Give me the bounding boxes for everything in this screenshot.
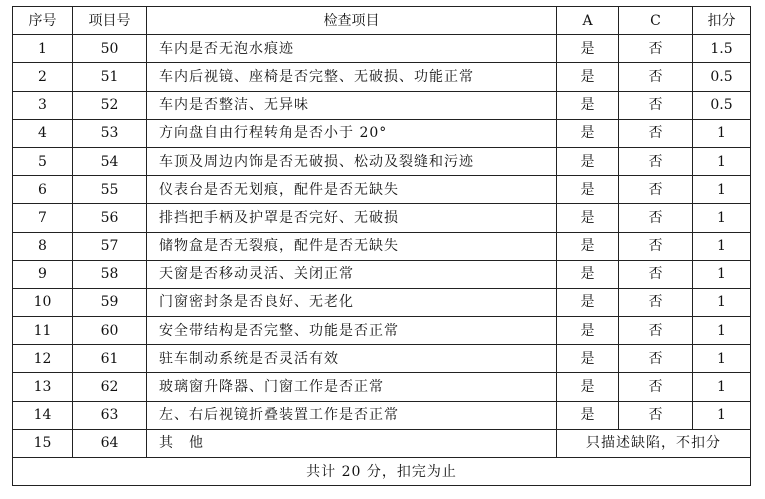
cell-index: 4 [13,119,73,147]
table-row [13,204,751,232]
cell-a: 是 [557,401,619,429]
inspection-table [12,6,751,486]
header-project: 项目号 [73,7,147,35]
table-header-row [13,7,751,35]
cell-a: 是 [557,147,619,175]
cell-a: 是 [557,176,619,204]
cell-deduct: 1 [693,317,751,345]
cell-a: 是 [557,260,619,288]
header-a: A [557,7,619,35]
cell-item: 玻璃窗升降器、门窗工作是否正常 [147,373,557,401]
cell-item: 车内是否无泡水痕迹 [147,35,557,63]
cell-a: 是 [557,373,619,401]
cell-index: 2 [13,63,73,91]
cell-item: 天窗是否移动灵活、关闭正常 [147,260,557,288]
cell-index: 6 [13,176,73,204]
cell-a: 是 [557,63,619,91]
cell-a: 是 [557,91,619,119]
cell-item: 排挡把手柄及护罩是否完好、无破损 [147,204,557,232]
cell-index: 1 [13,35,73,63]
cell-project: 50 [73,35,147,63]
table-row [13,317,751,345]
table-row [13,345,751,373]
cell-deduct: 1 [693,147,751,175]
cell-a: 是 [557,204,619,232]
cell-c: 否 [619,63,693,91]
cell-project: 54 [73,147,147,175]
cell-a: 是 [557,119,619,147]
table-row [13,288,751,316]
cell-item: 安全带结构是否完整、功能是否正常 [147,317,557,345]
cell-c: 否 [619,35,693,63]
cell-index: 7 [13,204,73,232]
cell-item: 车顶及周边内饰是否无破损、松动及裂缝和污迹 [147,147,557,175]
table-row-other [13,429,751,457]
cell-project: 64 [73,429,147,457]
table-row [13,232,751,260]
cell-item: 门窗密封条是否良好、无老化 [147,288,557,316]
cell-index: 3 [13,91,73,119]
cell-index: 10 [13,288,73,316]
cell-c: 否 [619,345,693,373]
cell-project: 53 [73,119,147,147]
cell-deduct: 1 [693,119,751,147]
cell-project: 55 [73,176,147,204]
cell-c: 否 [619,91,693,119]
cell-index: 11 [13,317,73,345]
table-row [13,401,751,429]
inspection-table-container [12,6,751,486]
cell-c: 否 [619,260,693,288]
cell-a: 是 [557,232,619,260]
cell-c: 否 [619,288,693,316]
cell-deduct: 1 [693,345,751,373]
cell-c: 否 [619,373,693,401]
cell-deduct: 0.5 [693,91,751,119]
table-footer-total: 共计 20 分，扣完为止 [13,458,751,486]
cell-deduct: 1 [693,260,751,288]
cell-deduct: 0.5 [693,63,751,91]
cell-project: 62 [73,373,147,401]
table-body [13,35,751,430]
cell-index: 12 [13,345,73,373]
cell-c: 否 [619,232,693,260]
cell-deduct: 1 [693,176,751,204]
cell-a: 是 [557,317,619,345]
cell-index: 5 [13,147,73,175]
cell-project: 59 [73,288,147,316]
cell-project: 57 [73,232,147,260]
cell-deduct: 1 [693,232,751,260]
cell-c: 否 [619,317,693,345]
cell-a: 是 [557,288,619,316]
table-row [13,176,751,204]
table-row [13,63,751,91]
cell-item: 驻车制动系统是否灵活有效 [147,345,557,373]
header-index: 序号 [13,7,73,35]
cell-project: 61 [73,345,147,373]
table-footer-row [13,458,751,486]
cell-c: 否 [619,204,693,232]
cell-project: 51 [73,63,147,91]
table-row [13,35,751,63]
cell-c: 否 [619,147,693,175]
header-item: 检查项目 [147,7,557,35]
cell-item: 车内是否整洁、无异味 [147,91,557,119]
cell-item: 储物盒是否无裂痕，配件是否无缺失 [147,232,557,260]
cell-index: 9 [13,260,73,288]
cell-note: 只描述缺陷，不扣分 [557,429,751,457]
cell-item: 方向盘自由行程转角是否小于 20° [147,119,557,147]
cell-index: 14 [13,401,73,429]
cell-item: 其 他 [147,429,557,457]
cell-deduct: 1 [693,288,751,316]
cell-deduct: 1 [693,204,751,232]
table-row [13,147,751,175]
cell-a: 是 [557,35,619,63]
cell-a: 是 [557,345,619,373]
cell-project: 56 [73,204,147,232]
cell-index: 15 [13,429,73,457]
table-row [13,91,751,119]
cell-item: 仪表台是否无划痕，配件是否无缺失 [147,176,557,204]
cell-project: 60 [73,317,147,345]
table-row [13,119,751,147]
table-row [13,373,751,401]
table-row [13,260,751,288]
cell-project: 63 [73,401,147,429]
cell-index: 13 [13,373,73,401]
cell-c: 否 [619,176,693,204]
cell-deduct: 1 [693,373,751,401]
cell-index: 8 [13,232,73,260]
cell-project: 58 [73,260,147,288]
header-c: C [619,7,693,35]
cell-project: 52 [73,91,147,119]
header-deduct: 扣分 [693,7,751,35]
cell-deduct: 1.5 [693,35,751,63]
cell-deduct: 1 [693,401,751,429]
cell-item: 左、右后视镜折叠装置工作是否正常 [147,401,557,429]
cell-c: 否 [619,119,693,147]
cell-c: 否 [619,401,693,429]
cell-item: 车内后视镜、座椅是否完整、无破损、功能正常 [147,63,557,91]
